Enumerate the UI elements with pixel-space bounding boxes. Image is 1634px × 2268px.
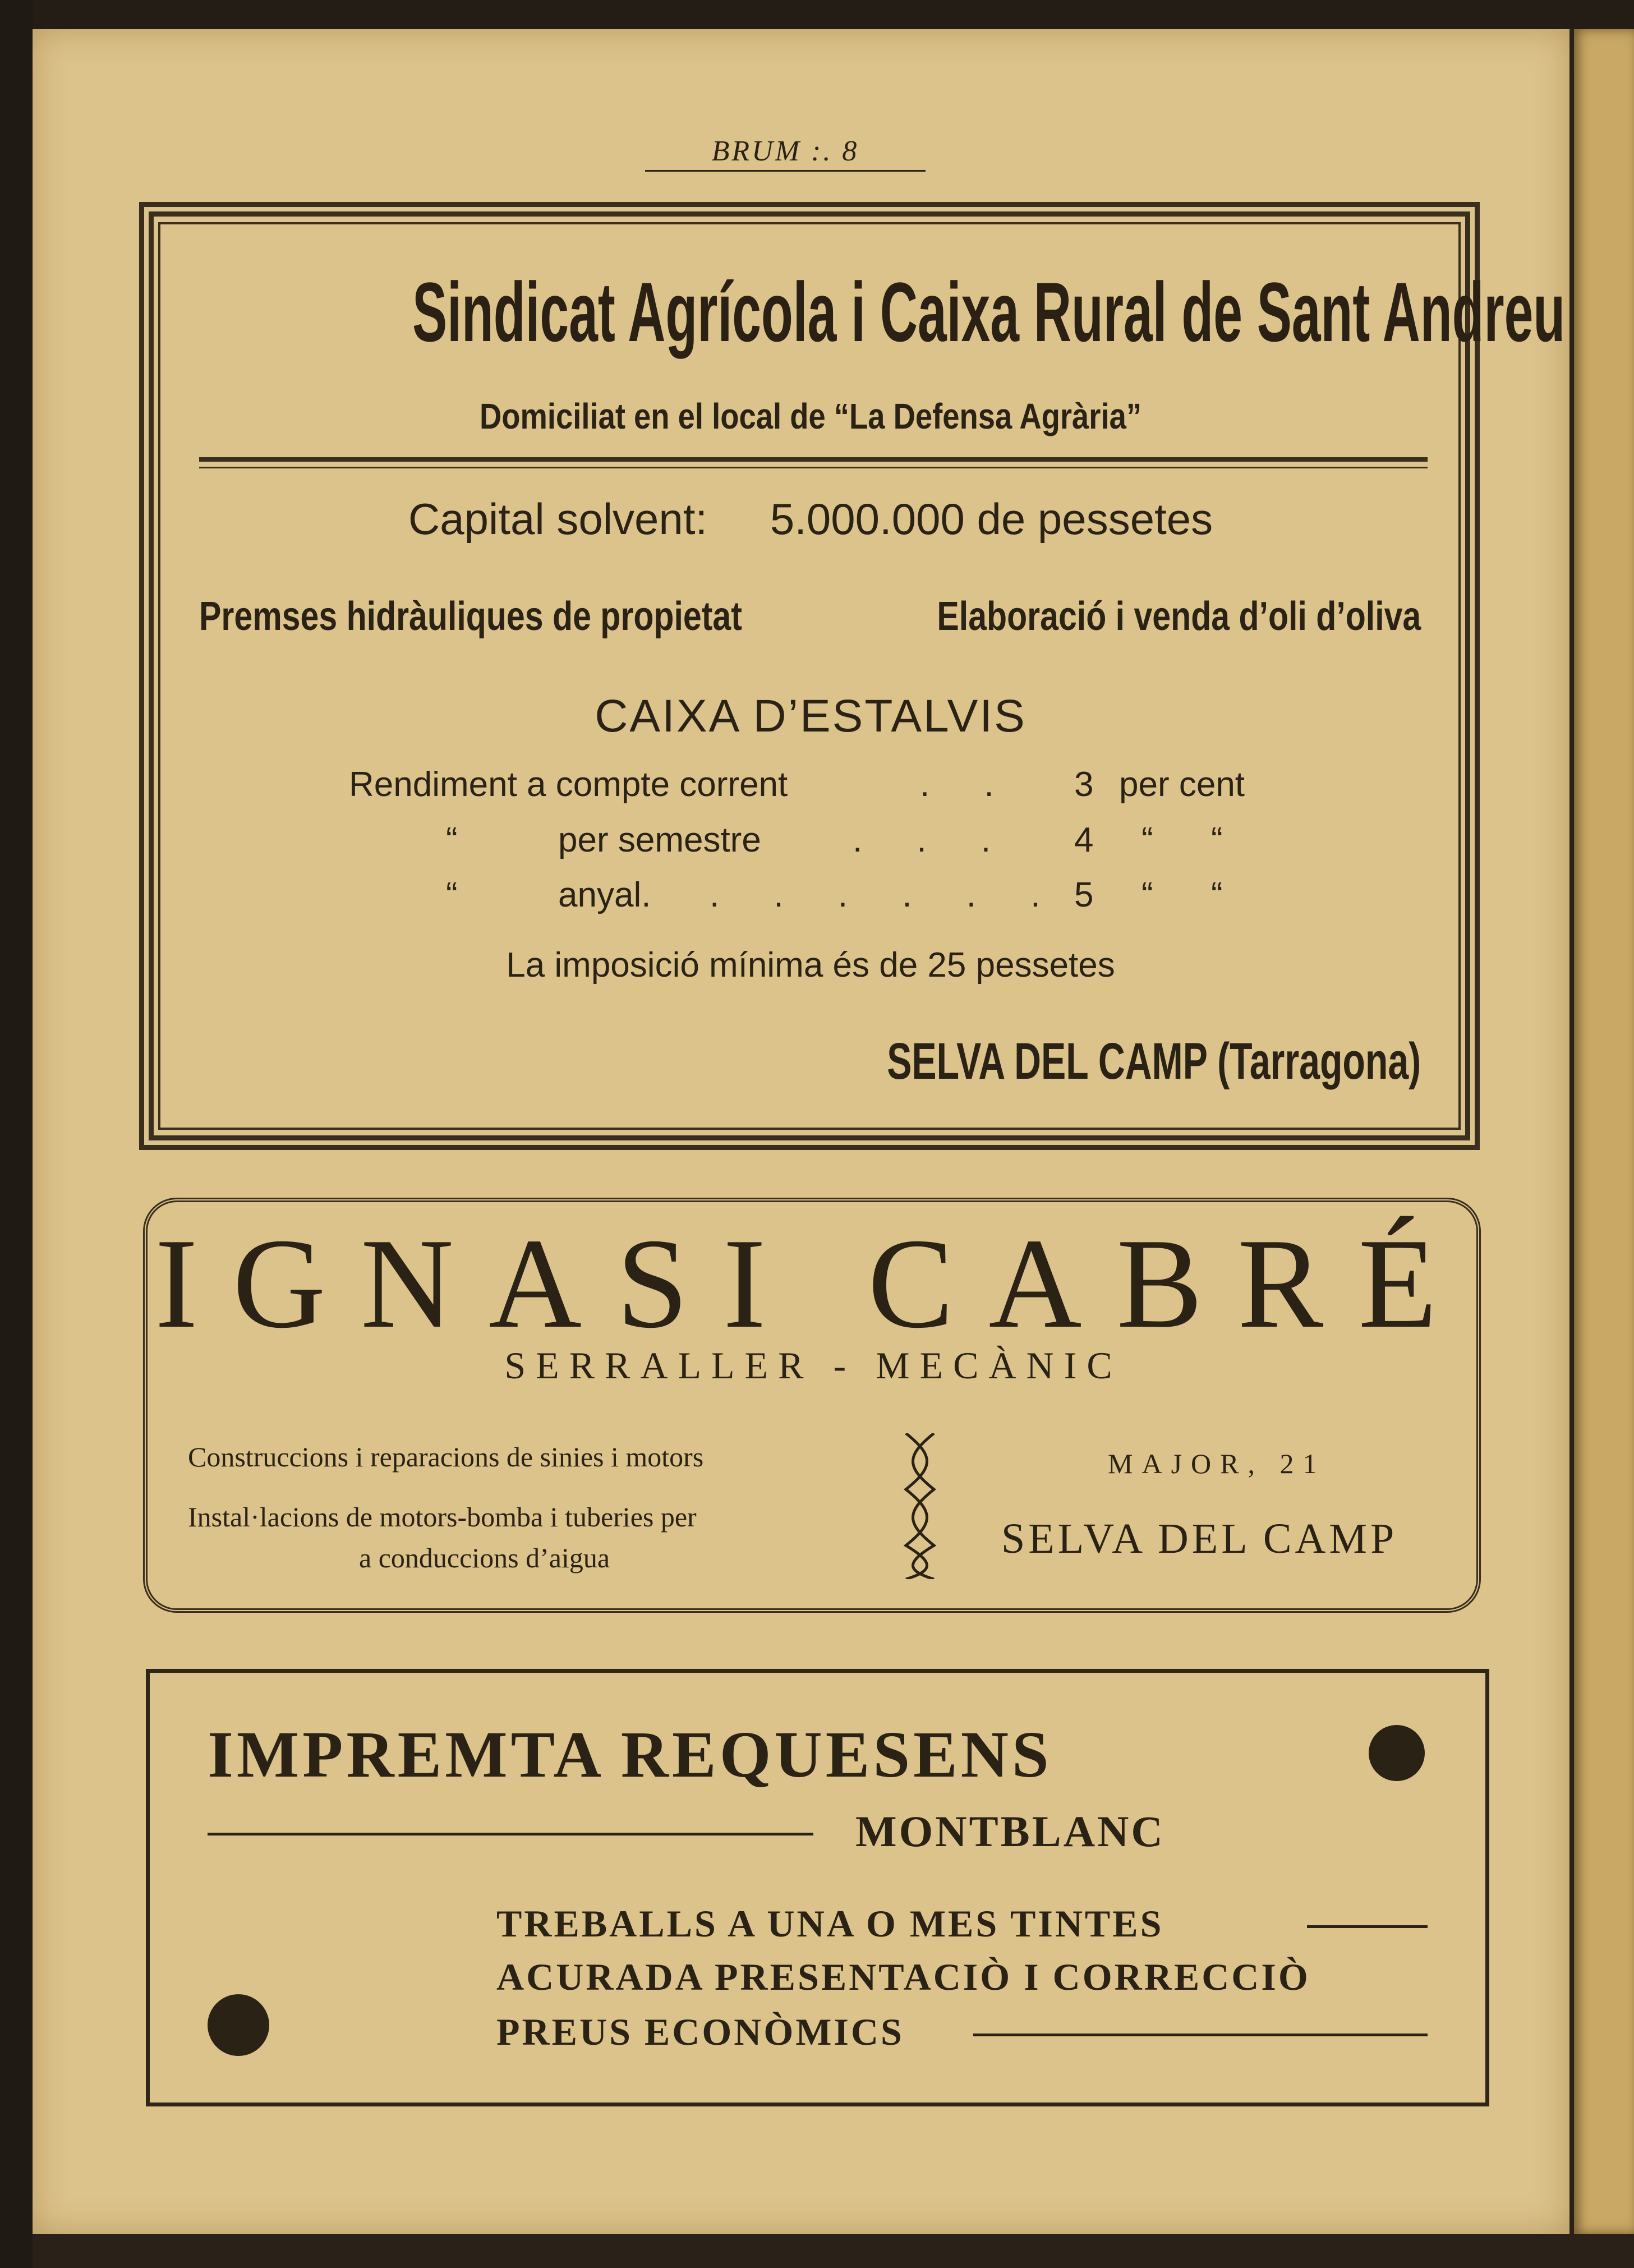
page-header: BRUM :. 8 xyxy=(645,135,926,172)
row3-unit: “ “ xyxy=(1142,876,1223,914)
ad1-location: SELVA DEL CAMP (Tarragona) xyxy=(886,1033,1421,1090)
ad2-subtitle: SERRALLER - MECÀNIC xyxy=(504,1344,1122,1387)
ad2-title: IGNASI CABRÉ xyxy=(155,1212,1472,1355)
ad2-town: SELVA DEL CAMP xyxy=(1001,1515,1398,1562)
ad1-capital xyxy=(168,494,1453,545)
chain-ornament-icon xyxy=(900,1433,940,1579)
row1-label: Rendiment a compte corrent xyxy=(349,765,788,804)
row2-unit: “ “ xyxy=(1142,821,1223,859)
bullet-dot-icon xyxy=(208,1994,269,2056)
ad3-rule-left xyxy=(208,1833,813,1835)
ad3-rule-right1 xyxy=(1307,1925,1428,1928)
scan-top-edge xyxy=(0,0,1634,29)
ad2-line3: a conduccions d’aigua xyxy=(359,1542,610,1574)
ad3-title: IMPREMTA REQUESENS xyxy=(208,1718,1052,1791)
row2-value: 4 xyxy=(1074,821,1094,859)
bullet-dot-icon xyxy=(1369,1725,1425,1781)
ad1-minimum: La imposició mínima és de 25 pessetes xyxy=(506,946,1115,985)
row2-label: per semestre xyxy=(558,821,761,859)
row3-label: anyal. xyxy=(558,876,651,914)
facing-page-edge xyxy=(1574,29,1634,2234)
scan-left-edge xyxy=(0,0,33,2268)
ad3-city: MONTBLANC xyxy=(855,1807,1165,1856)
ad3-line1: TREBALLS A UNA O MES TINTES xyxy=(496,1902,1164,1945)
capital-label: Capital solvent: xyxy=(408,494,708,544)
ad1-caixa-title: CAIXA D’ESTALVIS xyxy=(595,691,1027,742)
capital-value: 5.000.000 de pessetes xyxy=(770,494,1213,544)
ad2-line2: Instal·lacions de motors-bomba i tuberies per xyxy=(188,1501,697,1533)
row2-prefix: “ xyxy=(446,821,458,859)
row2-dots: . . . xyxy=(853,821,1014,859)
ad3-rule-right2 xyxy=(973,2034,1428,2036)
row3-prefix: “ xyxy=(446,876,458,914)
row3-value: 5 xyxy=(1074,876,1094,914)
ad1-subtitle: Domiciliat en el local de “La Defensa Agrària” xyxy=(479,396,1142,436)
ad2-line1: Construccions i reparacions de sinies i motors xyxy=(188,1441,704,1473)
row1-value: 3 xyxy=(1074,765,1094,804)
ad1-title: Sindicat Agrícola i Caixa Rural de Sant Andreu xyxy=(412,265,1566,359)
row1-dots: . . xyxy=(920,765,1016,804)
ad2-address: MAJOR, 21 xyxy=(1108,1448,1326,1479)
ad1-rule-thin xyxy=(199,467,1428,468)
row3-dots: . . . . . . xyxy=(710,876,1063,914)
ad1-right-service: Elaboració i venda d’oli d’oliva xyxy=(937,594,1421,639)
ad1-rule xyxy=(199,457,1428,462)
row1-unit: per cent xyxy=(1119,765,1245,804)
ad1-left-service: Premses hidràuliques de propietat xyxy=(199,594,742,639)
ad3-line2: ACURADA PRESENTACIÒ I CORRECCIÒ xyxy=(496,1956,1310,1998)
ad3-line3: PREUS ECONÒMICS xyxy=(496,2011,904,2053)
